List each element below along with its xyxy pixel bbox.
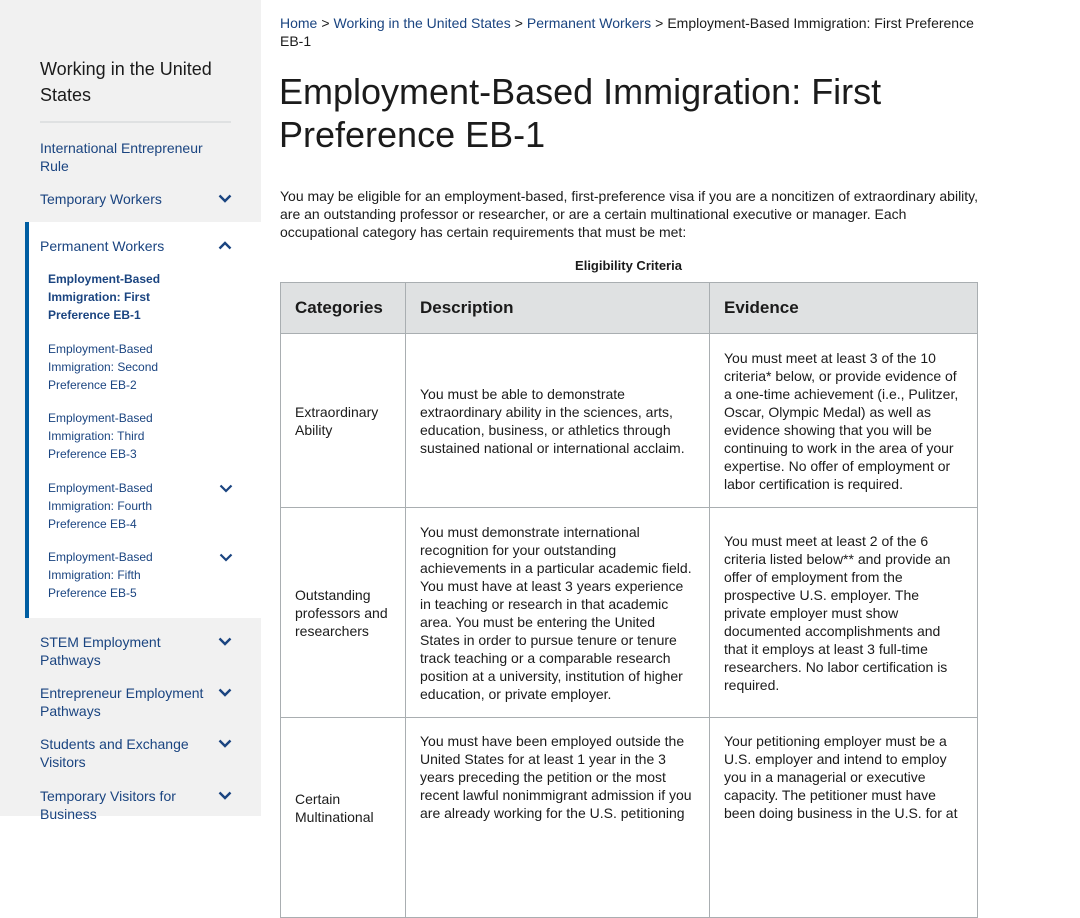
eligibility-criteria-table [280,282,978,918]
sidebar-item-students-and-exchange-visitors[interactable]: Students and Exchange Visitors [40,736,189,770]
sidebar-item-temporary-workers[interactable]: Temporary Workers [40,191,162,207]
breadcrumb-working-in-us[interactable]: Working in the United States [333,15,511,31]
sidebar-item-permanent-workers[interactable]: Permanent Workers [40,238,165,254]
breadcrumb-separator: > [321,15,330,31]
sidebar-subitem-eb5[interactable]: Employment-Based Immigration: Fifth Preference EB-5 [48,550,153,600]
table-cell-description: You must demonstrate international recognition for your outstanding achievements in a particular academic field. You must have at least 3 years experience in teaching or research in that academic area. You must be entering the United States in order to pursue tenure or tenure track teaching or a comparable research position at a university, institution of higher education, or private employer. [406,508,710,718]
column-header-evidence: Evidence [710,283,978,334]
intro-paragraph: You may be eligible for an employment-based, first-preference visa if you are a noncitizen of extraordinary ability, are an outstanding professor or researcher, or are a certain multinational executive or manager. Each occupational category has certain requirements that must be met: [280,188,979,240]
breadcrumb-current: Employment-Based Immigration: First Preference EB-1 [280,15,974,49]
table-cell-description: You must be able to demonstrate extraordinary ability in the sciences, arts, education, business, or athletics through sustained national or international acclaim. [406,334,710,508]
sidebar-subitem-eb2[interactable]: Employment-Based Immigration: Second Preference EB-2 [48,342,159,392]
column-header-description: Description [406,283,710,334]
table-cell-evidence: Your petitioning employer must be a U.S. employer and intend to employ you in a managerial or executive capacity. The petitioner must have been doing business in the U.S. for at [710,718,978,918]
sidebar-item-international-entrepreneur-rule[interactable]: International Entrepreneur Rule [40,140,203,174]
sidebar-subitem-eb4[interactable]: Employment-Based Immigration: Fourth Preference EB-4 [48,481,153,531]
chevron-down-icon[interactable] [219,484,233,493]
chevron-down-icon[interactable] [218,637,232,646]
table-cell-category: Extraordinary Ability [281,334,406,508]
table-row [281,508,978,718]
sidebar-subitem-eb3[interactable]: Employment-Based Immigration: Third Preference EB-3 [48,411,153,461]
table-header-row [281,283,978,334]
sidebar-item-stem-employment-pathways[interactable]: STEM Employment Pathways [40,634,161,668]
breadcrumb [280,14,980,50]
chevron-down-icon[interactable] [218,739,232,748]
breadcrumb-separator: > [514,15,523,31]
chevron-down-icon[interactable] [219,553,233,562]
chevron-down-icon[interactable] [218,194,232,203]
table-row [281,718,978,918]
sidebar-nav [0,0,261,822]
table-cell-evidence: You must meet at least 2 of the 6 criteria listed below** and provide an offer of employment from the prospective U.S. employer. The private employer must show documented accomplishments and that it employs at least 3 full-time researchers. No labor certification is required. [710,508,978,718]
page-title: Employment-Based Immigration: First Preference EB-1 [279,71,882,155]
table-cell-category: Outstanding professors and researchers [281,508,406,718]
column-header-categories: Categories [281,283,406,334]
table-row [281,334,978,508]
table-cell-evidence: You must meet at least 3 of the 10 criteria* below, or provide evidence of a one-time achievement (i.e., Pulitzer, Oscar, Olympic Medal) as well as evidence showing that you will be continuing to work in the area of your expertise. No offer of employment or labor certification is required. [710,334,978,508]
breadcrumb-separator: > [655,15,664,31]
table-cell-description: You must have been employed outside the United States for at least 1 year in the 3 years preceding the petition or the most recent lawful nonimmigrant admission if you are already working for the U.S. petitioning [406,718,710,918]
table-cell-category: Certain Multinational [281,718,406,918]
sidebar-item-entrepreneur-employment-pathways[interactable]: Entrepreneur Employment Pathways [40,685,204,719]
sidebar-title: Working in the United States [40,59,212,105]
chevron-up-icon[interactable] [218,241,232,250]
sidebar-item-temporary-visitors-for-business[interactable]: Temporary Visitors for Business [40,788,176,822]
table-caption: Eligibility Criteria [575,258,682,273]
breadcrumb-permanent-workers[interactable]: Permanent Workers [526,15,652,31]
breadcrumb-home[interactable]: Home [280,15,318,31]
chevron-down-icon[interactable] [218,791,232,800]
chevron-down-icon[interactable] [218,688,232,697]
sidebar-subitem-eb1[interactable]: Employment-Based Immigration: First Preference EB-1 [48,272,161,322]
sidebar-divider [40,121,231,123]
